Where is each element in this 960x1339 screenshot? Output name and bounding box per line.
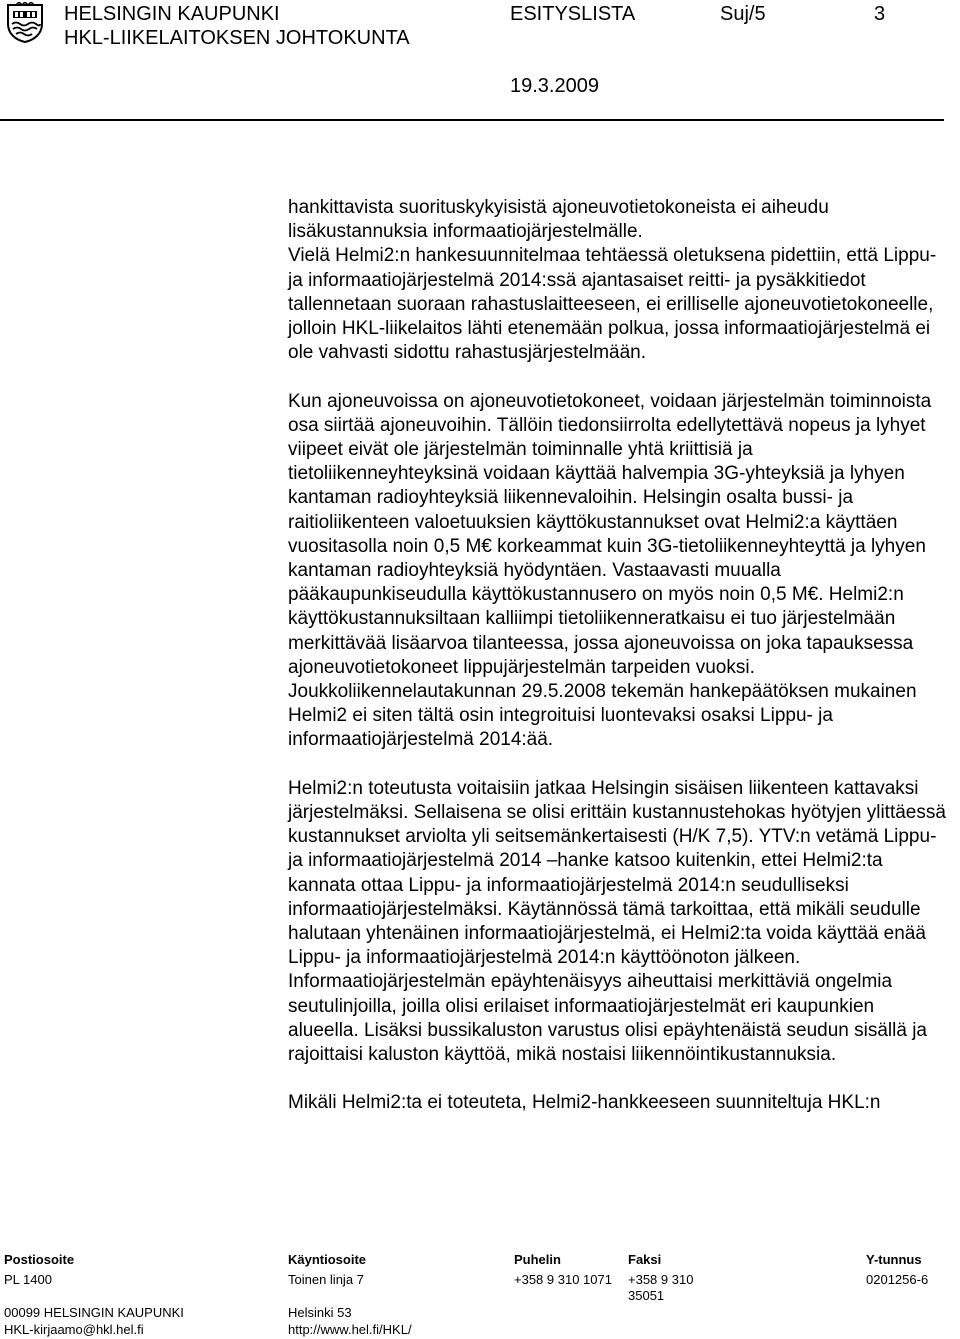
footer-fax-number-cont: 35051 bbox=[628, 1288, 665, 1303]
helsinki-crest-icon bbox=[4, 2, 46, 44]
footer-postal-city: 00099 HELSINGIN KAUPUNKI bbox=[4, 1305, 184, 1320]
footer-postal-header: Postiosoite bbox=[4, 1252, 75, 1267]
footer-phone-number: +358 9 310 1071 bbox=[514, 1272, 612, 1287]
footer-visiting-city: Helsinki 53 bbox=[288, 1305, 352, 1320]
board-name: HKL-LIIKELAITOKSEN JOHTOKUNTA bbox=[64, 27, 410, 49]
footer-phone-header: Puhelin bbox=[514, 1252, 561, 1267]
document-body bbox=[288, 196, 948, 1116]
footer-fax-header: Faksi bbox=[628, 1252, 662, 1267]
header-divider bbox=[0, 119, 944, 121]
body-paragraph: Vielä Helmi2:n hankesuunnitelmaa tehtäessä oletuksena pidettiin, että Lippu- ja informaatiojärjestelmä 2014:ssä ajantasaiset reitti- ja pysäkkitiedot tallennetaan suoraan rahastuslaitteeseen, ei erilliselle ajoneuvotietokoneelle, jolloin HKL-liikelaitos lähti etenemään polkua, jossa informaatiojärjestelmä ei ole vahvasti sidottu rahastusjärjestelmään. bbox=[288, 245, 937, 364]
footer-postal-box: PL 1400 bbox=[4, 1272, 52, 1287]
body-line: hankittavista suorituskykyisistä ajoneuvotietokoneista ei aiheudu bbox=[288, 197, 829, 218]
page-number: 3 bbox=[874, 3, 886, 25]
footer-visiting-header: Käyntiosoite bbox=[288, 1252, 367, 1267]
footer-business-id: 0201256-6 bbox=[866, 1272, 929, 1287]
document-date: 19.3.2009 bbox=[510, 75, 599, 97]
org-name: HELSINGIN KAUPUNKI bbox=[64, 3, 280, 25]
footer-visiting-street: Toinen linja 7 bbox=[288, 1272, 364, 1287]
doc-type: ESITYSLISTA bbox=[510, 3, 636, 25]
body-paragraph: Kun ajoneuvoissa on ajoneuvotietokoneet, voidaan järjestelmän toiminnoista osa siirtää ajoneuvoihin. Tällöin tiedonsiirrolta edellytettävä nopeus ja lyhyet viipeet eivät ole järjestelmän toiminnalle yhtä kriittisiä ja tietoliikenneyhteyksinä voidaan käyttää halvempia 3G-yhteyksiä ja lyhyen kantaman radioyhteyksiä liikennevaloihin. Helsingin osalta bussi- ja raitioliikenteen valoetuuksien käyttökustannukset ovat Helmi2:a käyttäen vuositasolla noin 0,5 M€ korkeammat kuin 3G-tietoliikenneyhteyttä ja lyhyen kantaman radioyhteyksiä hyödyntäen. Vastaavasti muualla pääkaupunkiseudulla käyttökustannusero on myös noin 0,5 M€. Helmi2:n käyttökustannuksiltaan kalliimpi tietoliikenneratkaisu ei tuo järjestelmään merkittävää lisäarvoa tilanteessa, jossa ajoneuvoissa on joka tapauksessa ajoneuvotietokoneet lippujärjestelmän tarpeiden vuoksi. Joukkoliikennelautakunnan 29.5.2008 tekemän hankepäätöksen mukainen Helmi2 ei siten tältä osin integroituisi luontevaksi osaksi Lippu- ja informaatiojärjestelmä 2014:ää. bbox=[288, 390, 932, 751]
footer-fax-number: +358 9 310 bbox=[628, 1272, 694, 1287]
body-paragraph: Mikäli Helmi2:ta ei toteuteta, Helmi2-hankkeeseen suunniteltuja HKL:n bbox=[288, 1092, 881, 1114]
footer-business-id-header: Y-tunnus bbox=[866, 1252, 922, 1267]
footer-website[interactable]: http://www.hel.fi/HKL/ bbox=[288, 1322, 412, 1337]
body-paragraph: Helmi2:n toteutusta voitaisiin jatkaa Helsingin sisäisen liikenteen kattavaksi järjestelmäksi. Sellaisena se olisi erittäin kustannustehokas hyötyjen ylittäessä kustannukset arviolta yli seitsemänkertaisesti (H/K 7,5). YTV:n vetämä Lippu- ja informaatiojärjestelmä 2014 –hanke katsoo kuitenkin, ettei Helmi2:ta kannata ottaa Lippu- ja informaatiojärjestelmä 2014:n seudulliseksi informaatiojärjestelmäksi. Käytännössä tämä tarkoittaa, että mikäli seudulle halutaan yhtenäinen informaatiojärjestelmä, ei Helmi2:ta voida käyttää enää Lippu- ja informaatiojärjestelmä 2014:n käyttöönoton jälkeen. Informaatiojärjestelmän epäyhtenäisyys aiheuttaisi merkittäviä ongelmia seutulinjoilla, joilla olisi erilaiset informaatiojärjestelmät eri kaupunkien alueella. Lisäksi bussikaluston varustus olisi epäyhtenäistä seudun sisällä ja rajoittaisi kaluston käyttöä, mikä nostaisi liikennöintikustannuksia. bbox=[288, 777, 946, 1066]
body-line: lisäkustannuksia informaatiojärjestelmälle. bbox=[288, 221, 643, 243]
footer-email[interactable]: HKL-kirjaamo@hkl.hel.fi bbox=[4, 1322, 144, 1337]
item-ref: Suj/5 bbox=[720, 3, 766, 25]
